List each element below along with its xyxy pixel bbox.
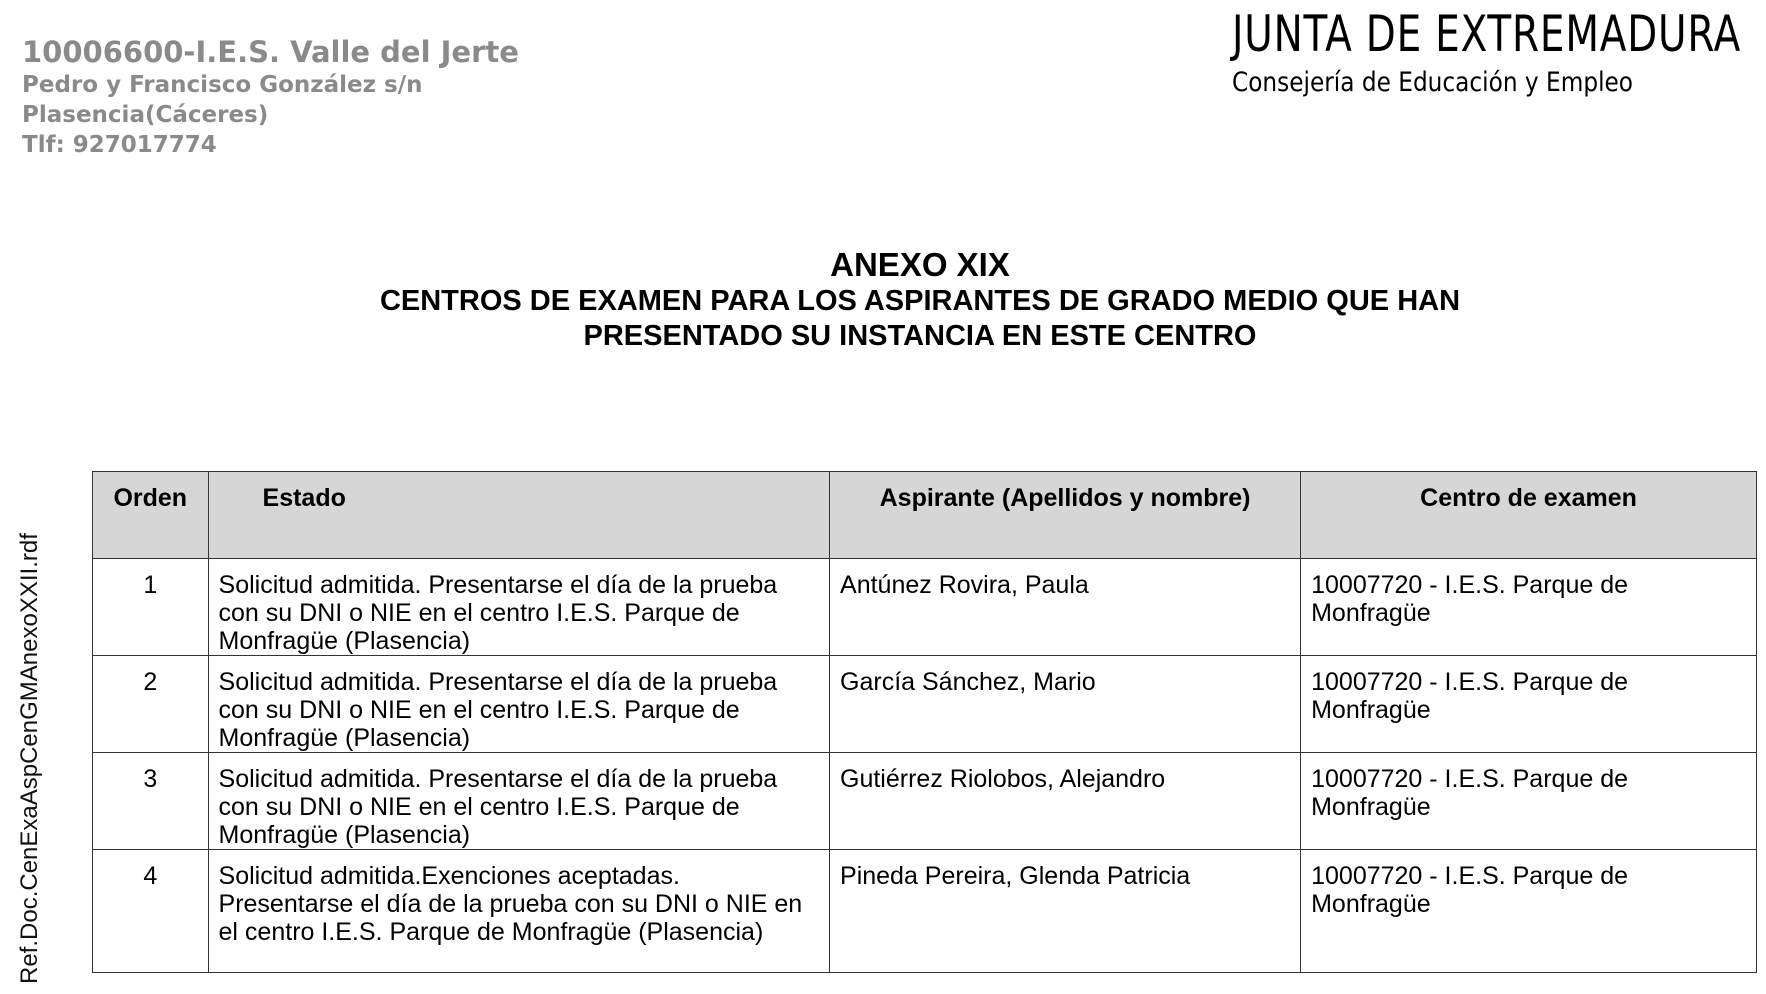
table-row — [93, 559, 1757, 656]
annex-title: ANEXO XIX — [830, 246, 1010, 283]
title-line-1: CENTROS DE EXAMEN PARA LOS ASPIRANTES DE GRADO MEDIO QUE HAN — [379, 285, 1461, 317]
cell-aspirante: Pineda Pereira, Glenda Patricia — [830, 850, 1301, 973]
header-centro: Centro de examen — [1301, 472, 1757, 559]
center-code: 10006600-I.E.S. Valle del Jerte — [22, 35, 519, 69]
cell-centro: 10007720 - I.E.S. Parque de Monfragüe — [1301, 656, 1757, 753]
cell-centro: 10007720 - I.E.S. Parque de Monfragüe — [1301, 753, 1757, 850]
cell-aspirante: Antúnez Rovira, Paula — [830, 559, 1301, 656]
header-estado: Estado — [208, 472, 829, 559]
header-aspirante: Aspirante (Apellidos y nombre) — [830, 472, 1301, 559]
table-row — [93, 656, 1757, 753]
table-row — [93, 850, 1757, 973]
header-orden: Orden — [93, 472, 209, 559]
cell-estado: Solicitud admitida. Presentarse el día de la prueba con su DNI o NIE en el centro I.E.S. Parque de Monfragüe (Plasencia) — [208, 753, 829, 850]
cell-orden: 4 — [93, 850, 209, 973]
side-reference: Ref.Doc.CenExaAspCenGMAnexoXXII.rdf — [16, 533, 43, 984]
table-row — [93, 753, 1757, 850]
cell-aspirante: Gutiérrez Riolobos, Alejandro — [830, 753, 1301, 850]
cell-orden: 3 — [93, 753, 209, 850]
table-header-row — [93, 472, 1757, 559]
center-address: Pedro y Francisco González s/n — [22, 72, 423, 98]
cell-estado: Solicitud admitida. Presentarse el día de la prueba con su DNI o NIE en el centro I.E.S. Parque de Monfragüe (Plasencia) — [208, 656, 829, 753]
candidates-table — [92, 471, 1757, 973]
center-phone: Tlf: 927017774 — [22, 132, 217, 158]
cell-orden: 1 — [93, 559, 209, 656]
cell-aspirante: García Sánchez, Mario — [830, 656, 1301, 753]
title-line-2: PRESENTADO SU INSTANCIA EN ESTE CENTRO — [583, 320, 1257, 352]
organization-name: JUNTA DE EXTREMADURA — [1232, 5, 1742, 63]
organization-department: Consejería de Educación y Empleo — [1232, 67, 1634, 98]
organization-logo — [1232, 2, 1766, 100]
cell-orden: 2 — [93, 656, 209, 753]
center-city: Plasencia(Cáceres) — [22, 102, 269, 128]
cell-centro: 10007720 - I.E.S. Parque de Monfragüe — [1301, 559, 1757, 656]
cell-centro: 10007720 - I.E.S. Parque de Monfragüe — [1301, 850, 1757, 973]
cell-estado: Solicitud admitida. Presentarse el día de la prueba con su DNI o NIE en el centro I.E.S. Parque de Monfragüe (Plasencia) — [208, 559, 829, 656]
document-title — [0, 246, 1766, 354]
cell-estado: Solicitud admitida.Exenciones aceptadas. Presentarse el día de la prueba con su DNI o NIE en el centro I.E.S. Parque de Monfragüe (Plasencia) — [208, 850, 829, 973]
center-info — [22, 34, 519, 160]
